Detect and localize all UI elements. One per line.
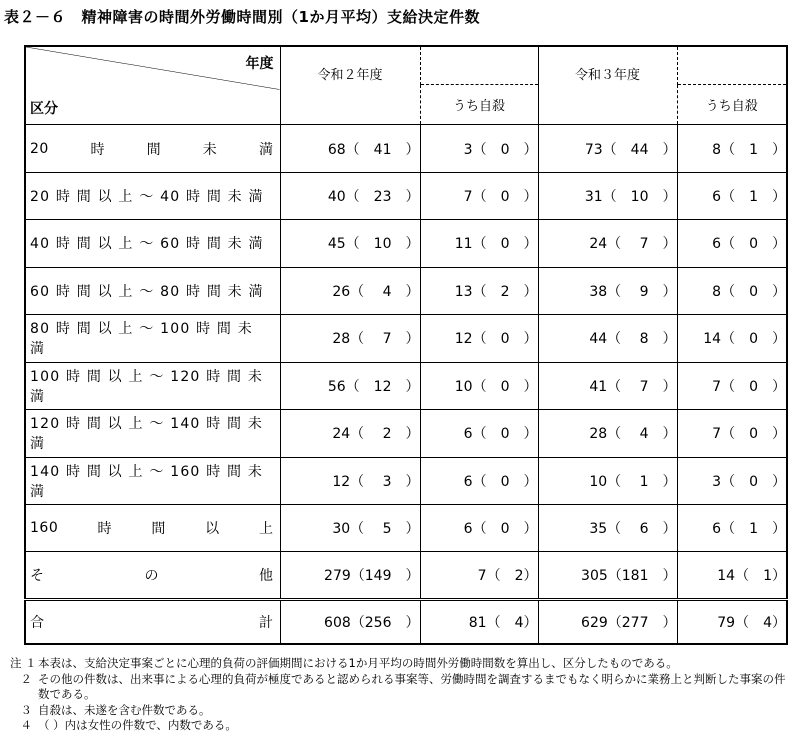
cell-r3-suicide: 6（ 1 ） [677, 505, 787, 552]
cell-r3-suicide: 8（ 1 ） [677, 125, 787, 172]
cell-r2-suicide: 10（ 0 ） [420, 362, 538, 409]
cell-r2-suicide: 3（ 0 ） [420, 125, 538, 172]
row-label: そ の 他 [25, 552, 280, 599]
cell-r2-total: 56（ 12 ） [280, 362, 420, 409]
row-label: 80 時 間 以 上 ～ 100 時 間 未 満 [25, 315, 280, 362]
row-label: 20 時 間 以 上 ～ 40 時 間 未 満 [25, 172, 280, 219]
total-r3: 629（277 ） [538, 599, 677, 644]
cell-r2-suicide: 13（ 2 ） [420, 267, 538, 314]
footnote: 注 １ 本表は、支給決定事案ごとに心理的負荷の評価期間における1か月平均の時間外労働時間数を算出し、区分したものである。 [10, 656, 678, 670]
cell-r3-total: 305（181 ） [538, 552, 677, 599]
cell-r2-suicide: 7（ 2） [420, 552, 538, 599]
cell-r2-total: 68（ 41 ） [280, 125, 420, 172]
cell-r2-total: 45（ 10 ） [280, 220, 420, 267]
cell-r2-total: 12（ 3 ） [280, 457, 420, 504]
cell-r3-suicide: 6（ 1 ） [677, 172, 787, 219]
year-header-r2: 令和２年度 [280, 46, 420, 125]
cell-r3-total: 35（ 6 ） [538, 505, 677, 552]
row-label: 160 時 間 以 上 [25, 505, 280, 552]
cell-r2-total: 40（ 23 ） [280, 172, 420, 219]
row-label: 120 時 間 以 上 ～ 140 時 間 未 満 [25, 410, 280, 457]
cell-r3-suicide: 7（ 0 ） [677, 362, 787, 409]
cell-r3-total: 28（ 4 ） [538, 410, 677, 457]
header-category-label: 区分 [30, 101, 58, 118]
total-r2-suicide: 81（ 4） [420, 599, 538, 644]
cell-r3-suicide: 7（ 0 ） [677, 410, 787, 457]
header-corner-cell [25, 46, 280, 125]
cell-r2-total: 279（149 ） [280, 552, 420, 599]
header-year-label: 年度 [245, 56, 274, 72]
cell-r2-suicide: 6（ 0 ） [420, 505, 538, 552]
row-label: 140 時 間 以 上 ～ 160 時 間 未 満 [25, 457, 280, 504]
corner-diagonal [26, 47, 280, 124]
cell-r3-total: 24（ 7 ） [538, 220, 677, 267]
cell-r2-suicide: 12（ 0 ） [420, 315, 538, 362]
total-r3-suicide: 79（ 4） [677, 599, 787, 644]
table-title: 表２－６ 精神障害の時間外労働時間別（1か月平均）支給決定件数 [4, 8, 480, 26]
cell-r2-suicide: 11（ 0 ） [420, 220, 538, 267]
cell-r3-total: 44（ 8 ） [538, 315, 677, 362]
cell-r3-total: 31（ 10 ） [538, 172, 677, 219]
cell-r3-total: 38（ 9 ） [538, 267, 677, 314]
footnote: ３ 自殺は、未遂を含む件数である。 [20, 702, 211, 717]
cell-r3-total: 41（ 7 ） [538, 362, 677, 409]
cell-r2-suicide: 6（ 0 ） [420, 410, 538, 457]
footnote: ４ （ ）内は女性の件数で、内数である。 [20, 718, 237, 732]
cell-r3-suicide: 6（ 0 ） [677, 220, 787, 267]
cell-r3-suicide: 8（ 0 ） [677, 267, 787, 314]
row-label: 60 時 間 以 上 ～ 80 時 間 未 満 [25, 267, 280, 314]
cell-r2-total: 30（ 5 ） [280, 505, 420, 552]
year-header-r3: 令和３年度 [538, 46, 677, 125]
footnote: ２ その他の件数は、出来事による心理的負荷が極度であると認められる事案等、労働時間を調査するまでもなく明らかに業務上と判断した事案の件数である。 [20, 671, 786, 701]
data-table [24, 45, 788, 645]
row-label: 20 時 間 未 満 [25, 125, 280, 172]
total-r2: 608（256 ） [280, 599, 420, 644]
row-label: 40 時 間 以 上 ～ 60 時 間 未 満 [25, 220, 280, 267]
cell-r3-suicide: 3（ 0 ） [677, 457, 787, 504]
footnotes [10, 656, 790, 734]
cell-r3-total: 10（ 1 ） [538, 457, 677, 504]
cell-r3-suicide: 14（ 1） [677, 552, 787, 599]
cell-r2-suicide: 7（ 0 ） [420, 172, 538, 219]
suicide-header-r2: うち自殺 [420, 84, 538, 124]
suicide-header-r3: うち自殺 [677, 84, 787, 124]
cell-r3-suicide: 14（ 0 ） [677, 315, 787, 362]
row-label: 100 時 間 以 上 ～ 120 時 間 未 満 [25, 362, 280, 409]
cell-r2-total: 28（ 7 ） [280, 315, 420, 362]
cell-r2-suicide: 6（ 0 ） [420, 457, 538, 504]
total-row-label: 合 計 [25, 599, 280, 644]
cell-r2-total: 26（ 4 ） [280, 267, 420, 314]
cell-r2-total: 24（ 2 ） [280, 410, 420, 457]
cell-r3-total: 73（ 44 ） [538, 125, 677, 172]
